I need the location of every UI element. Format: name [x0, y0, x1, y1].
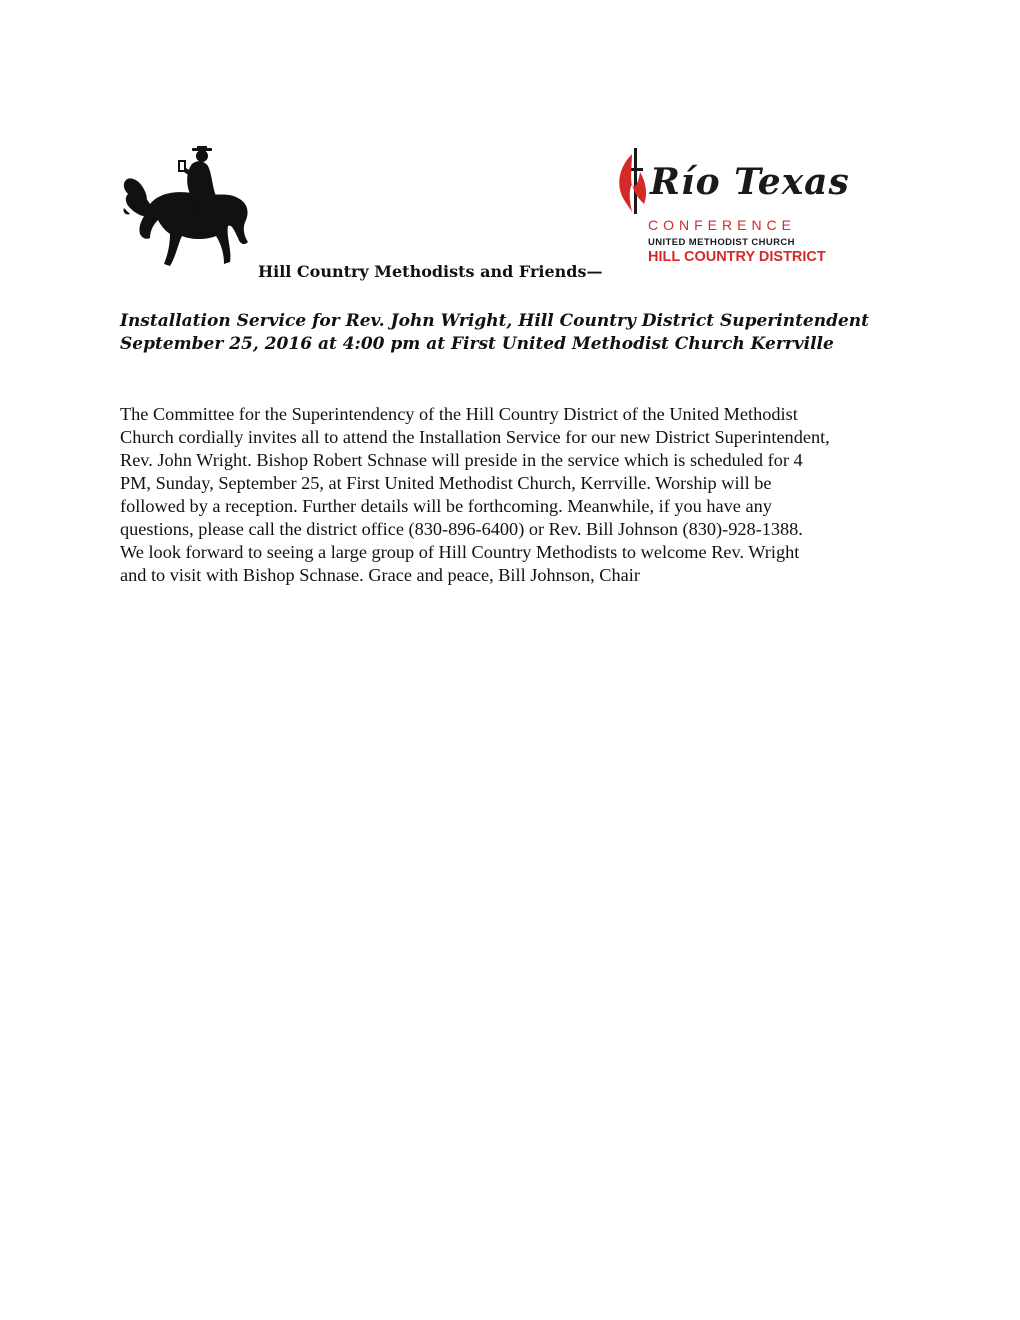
paragraph-line: PM, Sunday, September 25, at First United Methodist Church, Kerrville. Worship will be: [120, 473, 772, 493]
event-title-line: Installation Service for Rev. John Wright, Hill Country District Superintendent: [120, 311, 870, 331]
rio-texas-wordmark: Río Texas: [650, 161, 850, 203]
paragraph-line: We look forward to seeing a large group of Hill Country Methodists to welcome Rev. Wright: [120, 542, 800, 562]
paragraph-line: questions, please call the district office (830-896-6400) or Rev. Bill Johnson (830)-928-1388.: [120, 519, 803, 539]
rio-texas-conference-logo: [610, 146, 860, 266]
greeting-heading: Hill Country Methodists and Friends—: [258, 262, 603, 281]
event-date-line: September 25, 2016 at 4:00 pm at First United Methodist Church Kerrville: [120, 334, 834, 354]
church-label: UNITED METHODIST CHURCH: [648, 237, 795, 248]
paragraph-line: Rev. John Wright. Bishop Robert Schnase will preside in the service which is scheduled for 4: [120, 450, 803, 470]
circuit-rider-logo: [120, 146, 256, 272]
paragraph-line: followed by a reception. Further details will be forthcoming. Meanwhile, if you have any: [120, 496, 772, 516]
event-heading: [120, 310, 910, 356]
invitation-paragraph: [120, 403, 910, 587]
cross-and-flame-icon: [619, 148, 646, 214]
conference-label: CONFERENCE: [648, 217, 797, 233]
paragraph-line: The Committee for the Superintendency of the Hill Country District of the United Methodist: [120, 404, 798, 424]
district-label: HILL COUNTRY DISTRICT: [648, 249, 826, 265]
circuit-rider-icon: [120, 146, 256, 272]
paragraph-line: Church cordially invites all to attend the Installation Service for our new District Superintendent,: [120, 427, 830, 447]
paragraph-line: and to visit with Bishop Schnase. Grace and peace, Bill Johnson, Chair: [120, 565, 640, 585]
